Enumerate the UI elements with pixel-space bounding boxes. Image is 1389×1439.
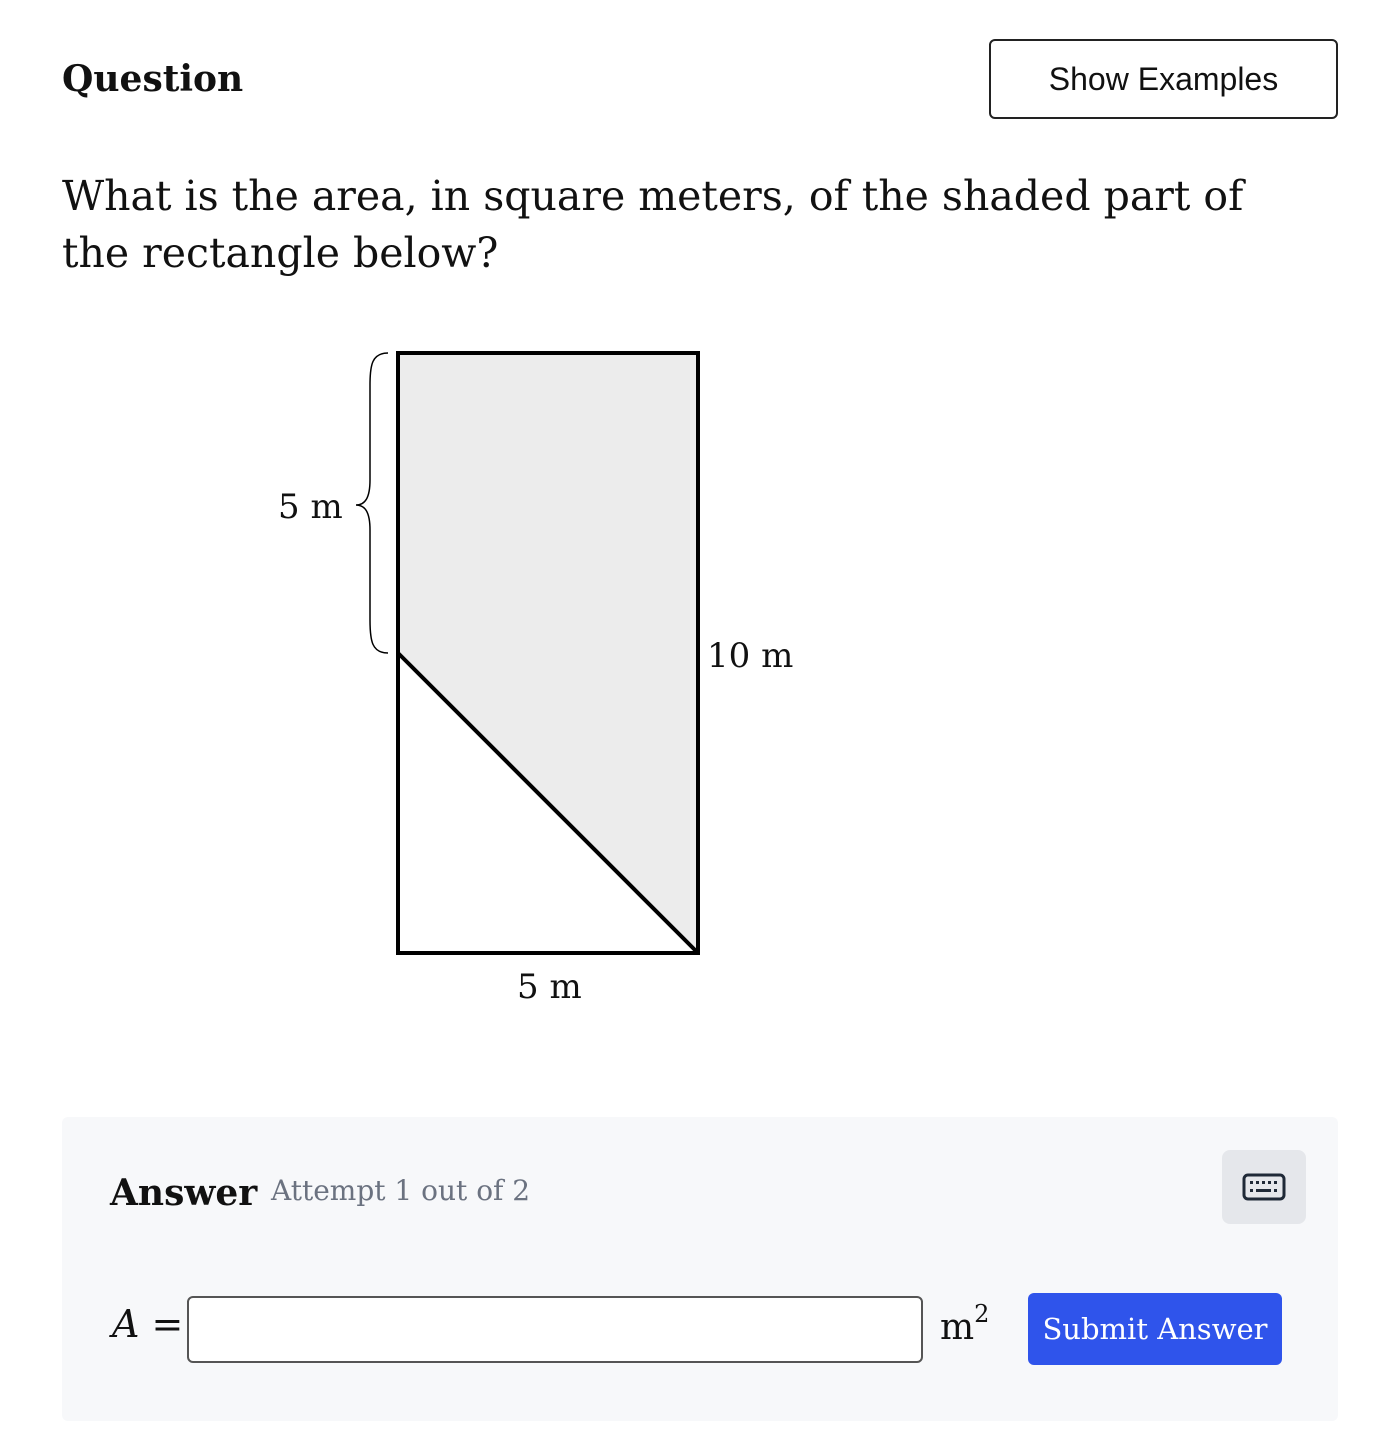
unit-base: m — [940, 1307, 975, 1348]
answer-label: Answer — [110, 1172, 258, 1214]
unit-exponent: 2 — [974, 1300, 990, 1328]
unit-label — [940, 1300, 990, 1348]
area-variable-label — [112, 1302, 183, 1346]
equals-sign: = — [151, 1302, 184, 1346]
show-examples-button[interactable]: Show Examples — [989, 39, 1338, 119]
variable-name: A — [112, 1302, 140, 1346]
submit-answer-button[interactable]: Submit Answer — [1028, 1293, 1282, 1365]
question-text: What is the area, in square meters, of the shaded part of the rectangle below? — [62, 172, 1244, 277]
shaded-region — [398, 353, 698, 953]
attempt-counter: Attempt 1 out of 2 — [271, 1174, 531, 1207]
keyboard-icon — [1242, 1173, 1286, 1201]
curly-brace — [356, 353, 388, 653]
keyboard-toggle-button[interactable] — [1222, 1150, 1306, 1224]
answer-input[interactable] — [187, 1296, 923, 1363]
brace-label: 5 m — [278, 487, 343, 527]
answer-panel — [62, 1117, 1338, 1421]
right-side-label: 10 m — [707, 636, 794, 676]
question-heading: Question — [62, 58, 244, 100]
bottom-side-label: 5 m — [517, 967, 582, 1007]
